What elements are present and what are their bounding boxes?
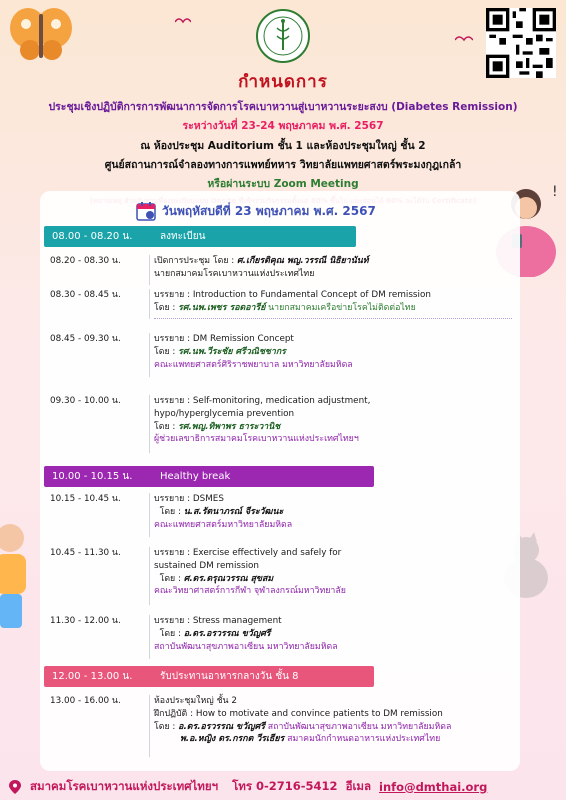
by-label: โดย : xyxy=(154,302,179,313)
schedule-row xyxy=(50,547,512,605)
band-label: Healthy break xyxy=(160,471,231,482)
schedule-row xyxy=(50,333,512,377)
row-time: 10.45 - 11.30 น. xyxy=(50,548,121,558)
lecture-title-cont: sustained DM remission xyxy=(154,560,259,571)
bird-icon xyxy=(175,16,191,24)
event-center: ศูนย์สถานการณ์จำลองทางการแพทย์ทหาร วิทยาลัยแพทยศาสตร์พระมงกุฎเกล้า xyxy=(104,159,462,171)
row-text: เปิดการประชุม โดย : xyxy=(154,256,238,266)
speaker-affiliation: ผู้ช่วยเลขาธิการสมาคมโรคเบาหวานแห่งประเทศไทยฯ xyxy=(154,434,359,445)
speaker-name: พ.อ.หญิง ดร.กรกต วีรเธียร xyxy=(180,734,285,745)
row-time: 10.15 - 10.45 น. xyxy=(50,494,121,504)
event-name: ประชุมเชิงปฏิบัติการการพัฒนาการจัดการโรคเบาหวานสู่เบาหวานระยะสงบ (Diabetes Remission) xyxy=(48,101,518,113)
row-content xyxy=(154,289,512,319)
event-online: หรือผ่านระบบ Zoom Meeting xyxy=(207,178,359,190)
bird-icon xyxy=(455,34,473,42)
row-content xyxy=(154,493,512,531)
footer-org: สมาคมโรคเบาหวานแห่งประเทศไทยฯ xyxy=(30,778,219,793)
by-label: โดย : xyxy=(159,573,184,584)
row-time: 11.30 - 12.00 น. xyxy=(50,616,121,626)
event-venue: ณ ห้องประชุม Auditorium ชั้น 1 และห้องประชุมใหญ่ ชั้น 2 xyxy=(140,140,426,152)
child-illustration xyxy=(0,520,32,630)
schedule-row xyxy=(50,695,512,757)
schedule-row xyxy=(50,615,512,659)
band-time: 08.00 - 08.20 น. xyxy=(52,231,133,242)
svg-text:!: ! xyxy=(552,184,558,200)
speaker-affiliation: คณะวิทยาศาสตร์การกีฬา จุฬาลงกรณ์มหาวิทยาลัย xyxy=(154,586,346,597)
page-title: กำหนดการ xyxy=(238,72,328,92)
speaker-name: อ.ดร.อรวรรณ ขวัญศรี xyxy=(178,721,265,732)
butterfly-illustration xyxy=(6,4,76,64)
speaker-name: รศ.นพ.วีระชัย ศรีวณิชชากร xyxy=(178,346,286,357)
band-time: 12.00 - 13.00 น. xyxy=(52,671,133,682)
row-content xyxy=(154,255,512,281)
by-label: โดย : xyxy=(154,721,179,732)
footer-email-link[interactable]: info@dmthai.org xyxy=(379,779,488,794)
event-dates: ระหว่างวันที่ 23-24 พฤษภาคม พ.ศ. 2567 xyxy=(182,120,384,132)
row-time: 09.30 - 10.00 น. xyxy=(50,396,121,406)
by-label: โดย : xyxy=(154,421,179,432)
day-heading xyxy=(136,201,376,221)
row-time: 08.30 - 08.45 น. xyxy=(50,290,121,300)
schedule-row xyxy=(50,395,512,453)
room-name: ห้องประชุมใหญ่ ชั้น 2 xyxy=(154,696,237,706)
schedule-row xyxy=(50,255,512,285)
speaker-name: รศ.พญ.ทิพาพร ธาระวานิช xyxy=(178,421,281,432)
speaker-affiliation: สถาบันพัฒนาสุขภาพอาเซียน มหาวิทยาลัยมหิดล xyxy=(154,641,338,652)
row-time: 13.00 - 16.00 น. xyxy=(50,696,121,706)
row-content xyxy=(154,695,512,746)
association-logo xyxy=(255,8,311,64)
row-content xyxy=(154,333,512,371)
speaker-affiliation: สมาคมนักกำหนดอาหารแห่งประเทศไทย xyxy=(284,734,441,745)
lecture-title: บรรยาย : Exercise effectively and safely for xyxy=(154,548,342,558)
lecture-title: บรรยาย : DSMES xyxy=(154,494,224,504)
speaker-name: น.ส.รัตนาภรณ์ จีระวัฒนะ xyxy=(183,506,284,517)
by-label: โดย : xyxy=(159,628,184,639)
calendar-icon xyxy=(136,201,156,221)
registration-band xyxy=(44,226,356,247)
lecture-title: บรรยาย : Introduction to Fundamental Concept of DM remission xyxy=(154,290,431,300)
schedule-row xyxy=(50,493,512,537)
lunch-band xyxy=(44,666,374,687)
row-time: 08.45 - 09.30 น. xyxy=(50,334,121,344)
by-label: โดย : xyxy=(159,506,184,517)
speaker-affiliation: นายกสมาคมเครือข่ายโรคไม่ติดต่อไทย xyxy=(265,302,416,313)
speaker-name: ศ.เกียรติคุณ พญ.วรรณี นิธิยานันท์ xyxy=(237,256,369,266)
row-content xyxy=(154,547,512,598)
row-time: 08.20 - 08.30 น. xyxy=(50,256,121,266)
lecture-title: บรรยาย : Self-monitoring, medication adjustment, xyxy=(154,396,371,406)
band-time: 10.00 - 10.15 น. xyxy=(52,471,133,482)
schedule-card xyxy=(40,191,520,771)
speaker-affiliation: คณะแพทยศาสตร์มหาวิทยาลัยมหิดล xyxy=(154,519,293,530)
lecture-title-cont: hypo/hyperglycemia prevention xyxy=(154,408,295,419)
footer-phone: โทร 0-2716-5412 xyxy=(232,778,338,793)
footer xyxy=(0,773,566,800)
break-band xyxy=(44,466,374,487)
lecture-title: บรรยาย : DM Remission Concept xyxy=(154,334,294,344)
speaker-affiliation: คณะแพทยศาสตร์ศิริราชพยาบาล มหาวิทยาลัยมหิดล xyxy=(154,359,353,370)
band-label: รับประทานอาหารกลางวัน ชั้น 8 xyxy=(160,671,299,682)
schedule-row xyxy=(50,289,512,319)
day-title: วันพฤหัสบดีที่ 23 พฤษภาคม พ.ศ. 2567 xyxy=(162,203,376,218)
speaker-name: รศ.นพ.เพชร รอดอารีย์ xyxy=(178,302,266,313)
speaker-name: ศ.ดร.ดรุณวรรณ สุขสม xyxy=(183,573,274,584)
speaker-affiliation: นายกสมาคมโรคเบาหวานแห่งประเทศไทย xyxy=(154,268,315,279)
row-content xyxy=(154,615,512,653)
footer-email-label: อีเมล xyxy=(345,778,372,793)
location-pin-icon xyxy=(8,780,22,794)
workshop-title: ฝึกปฏิบัติ : How to motivate and convince patients to DM remission xyxy=(154,708,443,719)
by-label: โดย : xyxy=(154,346,179,357)
band-label: ลงทะเบียน xyxy=(160,231,206,242)
lecture-title: บรรยาย : Stress management xyxy=(154,616,282,626)
header xyxy=(0,68,566,207)
row-content xyxy=(154,395,512,446)
speaker-affiliation: สถาบันพัฒนาสุขภาพอาเซียน มหาวิทยาลัยมหิดล xyxy=(264,721,452,732)
speaker-name: อ.ดร.อรวรรณ ขวัญศรี xyxy=(183,628,271,639)
